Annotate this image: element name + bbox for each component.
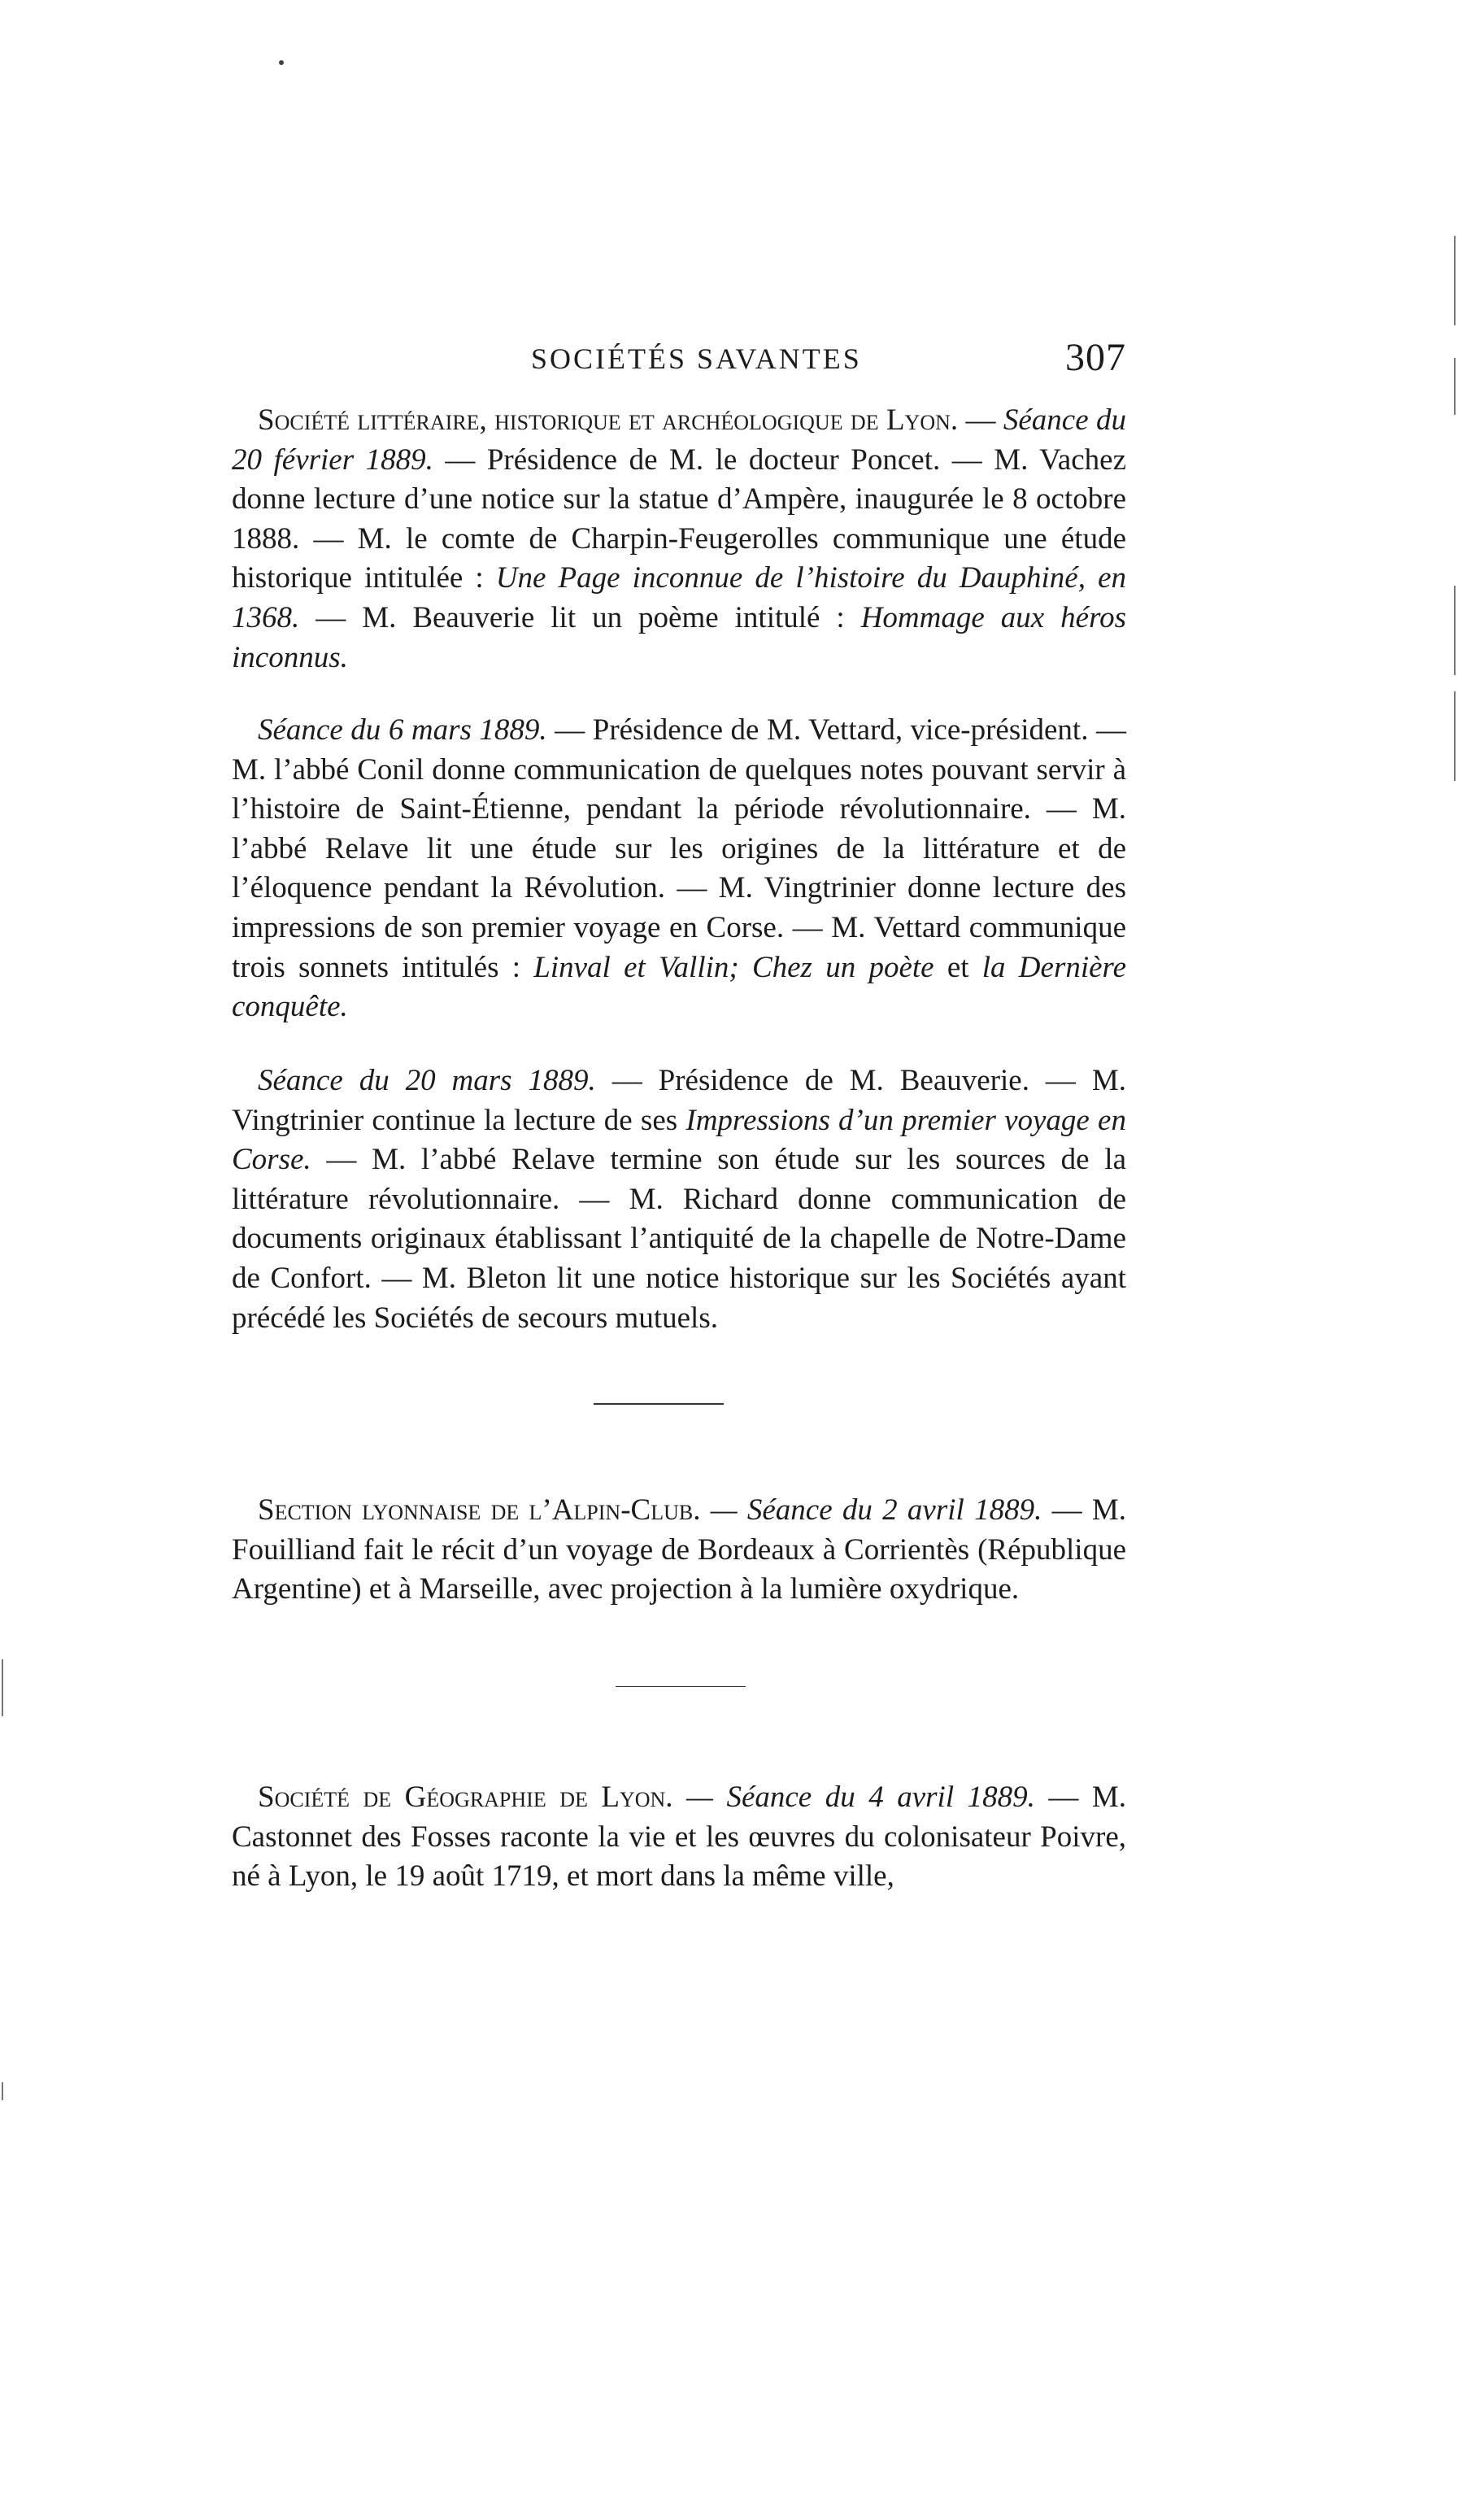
paragraph-text: — Présidence de M. Vettard, vice-président. — M. l’abbé Conil donne communication de quelques notes pouvant servir à l’histoire de Saint-Étienne, pendant la période révolutionnaire. — M. l’abbé Relave lit une étude sur les origines de la littérature et de l’éloquence pendant la Révolution. — M. Vingtrinier donne lecture des impressions de son premier voyage en Corse. — M. Vettard communique trois sonnets intitulés : bbox=[232, 713, 1126, 984]
section-divider bbox=[594, 1403, 724, 1405]
paragraph-geographie bbox=[232, 1778, 1126, 1897]
paragraph-alpin-club bbox=[232, 1491, 1126, 1610]
society-name: Section lyonnaise de l’Alpin-Club. bbox=[258, 1493, 701, 1527]
paragraph-text: — M. Fouilliand fait le récit d’un voyage de Bordeaux à Corrientès (République Argentine) et à Marseille, avec projection à la lumière oxydrique. bbox=[232, 1493, 1126, 1606]
paragraph-text: — M. Castonnet des Fosses raconte la vie et les œuvres du colonisateur Poivre, né à Lyon, le 19 août 1719, et mort dans la même ville, bbox=[232, 1781, 1126, 1894]
work-title: la Dernière conquête. bbox=[232, 950, 1127, 1024]
society-name: Société de Géographie de Lyon. bbox=[258, 1781, 673, 1814]
paragraph-text: — M. Beauverie lit un poème intitulé : bbox=[299, 600, 861, 634]
scan-edge-mark bbox=[2, 1659, 3, 1716]
work-title: Linval et Vallin; Chez un poète bbox=[533, 950, 934, 984]
paragraph-seance-20-fevrier: Société littéraire, historique et archéologique de Lyon. — Séance du 20 février 1889. — Présidence de M. le docteur Poncet. — M. Vachez donne lecture d’une notice sur la statue d’Ampère, inaugurée le 8 octobre 1888. — M. le comte de Charpin-Feugerolles communique une étude historique intitulée : Une Page inconnue de l’histoire du Dauphiné, en 1368. — M. Beauverie lit un poème intitulé : Hommage aux héros inconnus. bbox=[232, 403, 1127, 674]
paragraph-seance-6-mars bbox=[232, 711, 1126, 1027]
seance-20-mars bbox=[232, 1061, 1126, 1338]
work-title: Une Page inconnue de l’histoire du Dauphiné, en 1368. bbox=[232, 561, 1126, 634]
section-societe-geographie bbox=[232, 1778, 1126, 1897]
page-header bbox=[232, 335, 1126, 392]
seance-date: Séance du 20 mars 1889. bbox=[258, 1064, 596, 1097]
paragraph-text: et bbox=[933, 950, 982, 984]
paragraph-seance-20-mars bbox=[232, 1061, 1126, 1338]
seance-date: Séance du 20 février 1889. bbox=[232, 403, 1126, 477]
seance-date: Séance du 6 mars 1889. bbox=[258, 713, 547, 747]
scan-edge-mark bbox=[1454, 691, 1456, 781]
scan-edge-mark bbox=[1454, 236, 1456, 325]
paragraph-text: — Présidence de M. le docteur Poncet. — M. Vachez donne lecture d’une notice sur la statue d’Ampère, inaugurée le 8 octobre 1888. — M. le comte de Charpin-Feugerolles communique une étude historique intitulée : bbox=[232, 442, 1126, 595]
work-title: Hommage aux héros inconnus. bbox=[232, 600, 1127, 674]
work-title: Impressions d’un premier voyage en Corse. bbox=[232, 1103, 1126, 1177]
scan-edge-mark bbox=[2, 2082, 3, 2100]
scan-edge-mark bbox=[1454, 586, 1456, 675]
page-number: 307 bbox=[1065, 336, 1126, 379]
seance-date: — Séance du 2 avril 1889. bbox=[700, 1493, 1042, 1527]
section-divider bbox=[616, 1686, 746, 1687]
paragraph-text: — M. l’abbé Relave termine son étude sur les sources de la littérature révolutionnaire. — M. Richard donne communication de documents originaux établissant l’antiquité de la chapelle de Notre-Dame de Confort. — M. Bleton lit une notice historique sur les Sociétés ayant précédé les Sociétés de secours mutuels. bbox=[232, 1143, 1126, 1335]
paragraph-text: — Présidence de M. Beauverie. — M. Vingtrinier continue la lecture de ses bbox=[232, 1064, 1126, 1137]
section-alpin-club bbox=[232, 1491, 1126, 1610]
society-name: Société littéraire, historique et archéologique de Lyon. bbox=[258, 403, 959, 437]
section-societe-litteraire-lyon bbox=[232, 401, 1126, 678]
seance-date: — Séance du 4 avril 1889. bbox=[672, 1781, 1035, 1814]
seance-6-mars bbox=[232, 711, 1126, 1027]
scan-edge-mark bbox=[1454, 358, 1456, 415]
scan-speck bbox=[279, 60, 284, 65]
running-title: SOCIÉTÉS SAVANTES bbox=[531, 342, 862, 375]
